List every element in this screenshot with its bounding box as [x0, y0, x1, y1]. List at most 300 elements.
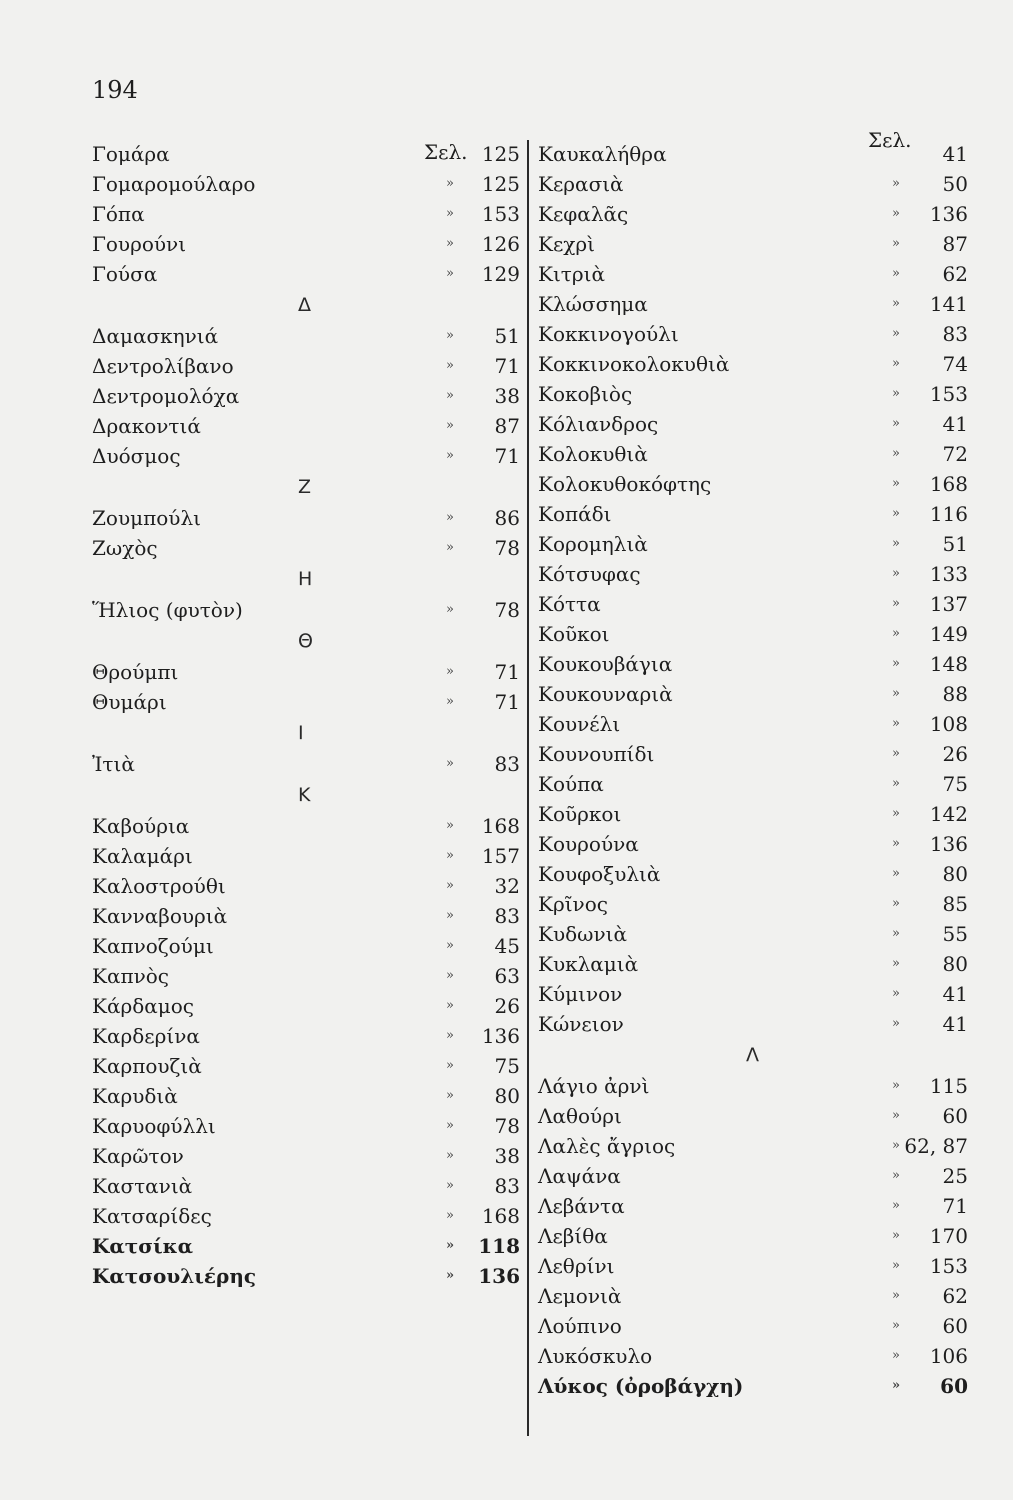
entry-page: 75	[494, 1054, 520, 1078]
entry-name: Κερασιὰ	[538, 172, 624, 196]
index-entry	[92, 352, 520, 380]
index-entry	[538, 1372, 968, 1400]
index-entry	[92, 1082, 520, 1110]
section-letter: Κ	[298, 784, 311, 806]
index-entry	[92, 688, 520, 716]
ditto-mark: »	[892, 686, 900, 701]
entry-name: Γόπα	[92, 202, 145, 226]
ditto-mark: »	[892, 236, 900, 251]
entry-name: Κατσαρίδες	[92, 1204, 212, 1228]
entry-name: Γομάρα	[92, 142, 170, 166]
index-entry	[538, 560, 968, 588]
entry-page: 170	[929, 1224, 968, 1248]
ditto-mark: »	[446, 756, 454, 771]
entry-page: 26	[942, 742, 968, 766]
entry-page: 60	[942, 1314, 968, 1338]
ditto-mark: »	[892, 896, 900, 911]
ditto-mark: »	[446, 206, 454, 221]
index-entry	[538, 710, 968, 738]
index-entry	[538, 1102, 968, 1130]
index-entry	[538, 140, 968, 168]
index-entry	[538, 770, 968, 798]
ditto-mark: »	[892, 836, 900, 851]
ditto-mark: »	[892, 206, 900, 221]
section-letter: Θ	[298, 630, 313, 652]
entry-name: Κρῖνος	[538, 892, 608, 916]
entry-name: Θυμάρι	[92, 690, 167, 714]
ditto-mark: »	[892, 1016, 900, 1031]
column-divider	[527, 140, 529, 1436]
entry-name: Λεβάντα	[538, 1194, 625, 1218]
ditto-mark: »	[446, 1208, 454, 1223]
entry-page: 129	[481, 262, 520, 286]
entry-name: Δεντρολίβανο	[92, 354, 234, 378]
ditto-mark: »	[446, 448, 454, 463]
index-entry	[92, 1262, 520, 1290]
entry-page: 60	[940, 1374, 968, 1398]
entry-page: 38	[494, 384, 520, 408]
entry-page: 51	[942, 532, 968, 556]
ditto-mark: »	[446, 878, 454, 893]
index-entry	[92, 1172, 520, 1200]
entry-page: 71	[942, 1194, 968, 1218]
entry-page: 136	[929, 832, 968, 856]
entry-name: Λαψάνα	[538, 1164, 621, 1188]
index-entry	[92, 442, 520, 470]
entry-name: Κοκοβιὸς	[538, 382, 633, 406]
index-entry	[92, 962, 520, 990]
entry-page: 55	[942, 922, 968, 946]
ditto-mark: »	[446, 602, 454, 617]
index-entry	[538, 680, 968, 708]
ditto-mark: »	[446, 694, 454, 709]
entry-page: 83	[494, 752, 520, 776]
entry-name: Λάγιο ἀρνὶ	[538, 1074, 650, 1098]
entry-page: 116	[929, 502, 968, 526]
entry-name: Καρυοφύλλι	[92, 1114, 216, 1138]
ditto-mark: »	[446, 266, 454, 281]
entry-name: Κύμινον	[538, 982, 623, 1006]
index-entry	[538, 950, 968, 978]
entry-name: Καρῶτον	[92, 1144, 184, 1168]
index-entry	[92, 596, 520, 624]
ditto-mark: »	[892, 506, 900, 521]
entry-name: Λεβίθα	[538, 1224, 608, 1248]
ditto-mark: »	[892, 1168, 900, 1183]
entry-page: 78	[494, 536, 520, 560]
entry-name: Κάρδαμος	[92, 994, 194, 1018]
ditto-mark: »	[446, 664, 454, 679]
entry-page: 60	[942, 1104, 968, 1128]
entry-page: 71	[494, 354, 520, 378]
entry-name: Κανναβουριὰ	[92, 904, 228, 928]
ditto-mark: »	[446, 1088, 454, 1103]
index-entry	[538, 500, 968, 528]
ditto-mark: »	[892, 1138, 900, 1153]
ditto-mark: »	[446, 388, 454, 403]
index-entry	[92, 872, 520, 900]
index-entry	[92, 902, 520, 930]
entry-page: 63	[494, 964, 520, 988]
entry-name: Καλαμάρι	[92, 844, 193, 868]
entry-name: Καβούρια	[92, 814, 190, 838]
entry-page: 133	[929, 562, 968, 586]
index-entry	[538, 1222, 968, 1250]
entry-name: Δυόσμος	[92, 444, 181, 468]
index-entry	[92, 750, 520, 778]
entry-page: 115	[929, 1074, 968, 1098]
sel-header: Σελ.	[868, 128, 912, 152]
ditto-mark: »	[892, 1078, 900, 1093]
entry-page: 41	[942, 412, 968, 436]
index-entry	[92, 1022, 520, 1050]
entry-page: 153	[929, 1254, 968, 1278]
ditto-mark: »	[892, 566, 900, 581]
index-entry	[538, 830, 968, 858]
entry-page: 168	[929, 472, 968, 496]
entry-name: Καρδερίνα	[92, 1024, 200, 1048]
index-entry	[538, 260, 968, 288]
entry-name: Λυκόσκυλο	[538, 1344, 653, 1368]
ditto-mark: »	[446, 818, 454, 833]
ditto-mark: »	[892, 806, 900, 821]
entry-name: Κιτριὰ	[538, 262, 605, 286]
entry-name: Κουνουπίδι	[538, 742, 655, 766]
index-entry	[538, 980, 968, 1008]
ditto-mark: »	[892, 626, 900, 641]
entry-page: 168	[481, 814, 520, 838]
entry-name: Λούπινο	[538, 1314, 622, 1338]
ditto-mark: »	[892, 1378, 901, 1393]
ditto-mark: »	[892, 986, 900, 1001]
entry-page: 71	[494, 660, 520, 684]
index-entry	[92, 230, 520, 258]
entry-page: 51	[494, 324, 520, 348]
entry-page: 126	[481, 232, 520, 256]
index-entry	[538, 1162, 968, 1190]
entry-name: Γουρούνι	[92, 232, 187, 256]
entry-page: 149	[929, 622, 968, 646]
index-entry	[538, 410, 968, 438]
ditto-mark: »	[446, 1058, 454, 1073]
ditto-mark: »	[892, 1228, 900, 1243]
entry-name: Κοπάδι	[538, 502, 612, 526]
ditto-mark: »	[892, 926, 900, 941]
entry-page: 72	[942, 442, 968, 466]
index-entry	[538, 320, 968, 348]
entry-page: 62	[942, 262, 968, 286]
ditto-mark: »	[892, 356, 900, 371]
ditto-mark: »	[892, 1348, 900, 1363]
ditto-mark: »	[892, 266, 900, 281]
entry-page: 74	[942, 352, 968, 376]
index-entry	[92, 260, 520, 288]
index-entry	[92, 658, 520, 686]
entry-name: Ζουμπούλι	[92, 506, 201, 530]
index-entry	[92, 200, 520, 228]
entry-name: Κόττα	[538, 592, 601, 616]
ditto-mark: »	[446, 1178, 454, 1193]
entry-name: Κυδωνιὰ	[538, 922, 627, 946]
ditto-mark: »	[446, 998, 454, 1013]
entry-page: 142	[929, 802, 968, 826]
index-entry	[92, 322, 520, 350]
index-entry	[92, 1232, 520, 1260]
entry-name: Κόλιανδρος	[538, 412, 659, 436]
entry-name: Καπνοζούμι	[92, 934, 214, 958]
entry-page: 87	[942, 232, 968, 256]
index-entry	[538, 920, 968, 948]
entry-page: 136	[929, 202, 968, 226]
entry-page: 62, 87	[904, 1134, 968, 1158]
ditto-mark: »	[892, 866, 900, 881]
index-entry	[538, 1072, 968, 1100]
entry-page: 80	[494, 1084, 520, 1108]
index-entry	[538, 200, 968, 228]
entry-page: 83	[494, 1174, 520, 1198]
section-letter: Λ	[746, 1044, 759, 1066]
ditto-mark: »	[892, 326, 900, 341]
page-number: 194	[92, 76, 138, 104]
index-entry	[538, 290, 968, 318]
entry-name: Κολοκυθοκόφτης	[538, 472, 712, 496]
ditto-mark: »	[446, 908, 454, 923]
ditto-mark: »	[446, 176, 454, 191]
index-entry	[92, 382, 520, 410]
index-entry	[538, 1312, 968, 1340]
entry-name: Κεχρὶ	[538, 232, 596, 256]
index-entry	[538, 890, 968, 918]
entry-name: Κουκουβάγια	[538, 652, 673, 676]
ditto-mark: »	[446, 236, 454, 251]
entry-name: Κορομηλιὰ	[538, 532, 648, 556]
entry-name: Καρυδιὰ	[92, 1084, 178, 1108]
ditto-mark: »	[892, 1318, 900, 1333]
index-entry	[92, 992, 520, 1020]
entry-page: 41	[942, 142, 968, 166]
entry-name: Λαλὲς ἄγριος	[538, 1134, 676, 1158]
index-entry	[92, 1142, 520, 1170]
index-entry	[538, 1252, 968, 1280]
entry-page: 80	[942, 952, 968, 976]
entry-page: 136	[478, 1264, 520, 1288]
entry-page: 125	[481, 142, 520, 166]
entry-name: Καπνὸς	[92, 964, 169, 988]
entry-page: 106	[929, 1344, 968, 1368]
entry-page: 50	[942, 172, 968, 196]
ditto-mark: »	[446, 848, 454, 863]
ditto-mark: »	[892, 1108, 900, 1123]
index-entry	[92, 412, 520, 440]
ditto-mark: »	[892, 746, 900, 761]
index-entry	[538, 1282, 968, 1310]
entry-page: 168	[481, 1204, 520, 1228]
sel-header: Σελ.	[424, 140, 468, 164]
entry-name: Κουφοξυλιὰ	[538, 862, 661, 886]
entry-page: 78	[494, 1114, 520, 1138]
index-entry	[538, 1192, 968, 1220]
entry-name: Κότσυφας	[538, 562, 641, 586]
entry-name: Κλώσσημα	[538, 292, 648, 316]
ditto-mark: »	[892, 446, 900, 461]
index-entry	[538, 590, 968, 618]
ditto-mark: »	[446, 1118, 454, 1133]
entry-page: 45	[494, 934, 520, 958]
index-entry	[538, 350, 968, 378]
entry-name: Κουκουναριὰ	[538, 682, 673, 706]
ditto-mark: »	[892, 1198, 900, 1213]
ditto-mark: »	[892, 776, 900, 791]
index-entry	[92, 812, 520, 840]
index-entry	[92, 504, 520, 532]
index-entry	[538, 530, 968, 558]
entry-page: 148	[929, 652, 968, 676]
entry-page: 78	[494, 598, 520, 622]
ditto-mark: »	[892, 1288, 900, 1303]
entry-page: 80	[942, 862, 968, 886]
entry-name: Κοῦκοι	[538, 622, 610, 646]
ditto-mark: »	[446, 938, 454, 953]
entry-name: Κατσουλιέρης	[92, 1264, 257, 1288]
entry-page: 153	[481, 202, 520, 226]
entry-page: 71	[494, 444, 520, 468]
index-entry	[538, 620, 968, 648]
entry-page: 87	[494, 414, 520, 438]
section-letter: Ζ	[298, 476, 312, 498]
ditto-mark: »	[892, 596, 900, 611]
entry-page: 62	[942, 1284, 968, 1308]
entry-page: 83	[942, 322, 968, 346]
entry-name: Κατσίκα	[92, 1234, 194, 1258]
entry-page: 86	[494, 506, 520, 530]
ditto-mark: »	[892, 416, 900, 431]
entry-page: 25	[942, 1164, 968, 1188]
index-entry	[92, 1052, 520, 1080]
entry-name: Ἰτιὰ	[92, 752, 135, 776]
ditto-mark: »	[446, 510, 454, 525]
entry-name: Δρακοντιά	[92, 414, 201, 438]
ditto-mark: »	[892, 176, 900, 191]
index-entry	[92, 140, 520, 168]
index-entry	[538, 170, 968, 198]
index-entry	[538, 1342, 968, 1370]
section-letter: Ι	[298, 722, 304, 744]
entry-name: Γομαρομούλαρο	[92, 172, 256, 196]
entry-page: 41	[942, 1012, 968, 1036]
entry-name: Καστανιὰ	[92, 1174, 193, 1198]
ditto-mark: »	[446, 540, 454, 555]
entry-page: 83	[494, 904, 520, 928]
index-entry	[538, 230, 968, 258]
section-letter: Δ	[298, 294, 311, 316]
ditto-mark: »	[892, 956, 900, 971]
entry-name: Κουρούνα	[538, 832, 639, 856]
ditto-mark: »	[892, 536, 900, 551]
section-letter: Η	[298, 568, 313, 590]
index-entry	[92, 534, 520, 562]
ditto-mark: »	[892, 476, 900, 491]
entry-name: Δαμασκηνιά	[92, 324, 219, 348]
entry-name: Καρπουζιὰ	[92, 1054, 202, 1078]
entry-page: 125	[481, 172, 520, 196]
ditto-mark: »	[892, 1258, 900, 1273]
ditto-mark: »	[446, 418, 454, 433]
entry-page: 157	[481, 844, 520, 868]
entry-page: 85	[942, 892, 968, 916]
index-entry	[92, 842, 520, 870]
entry-name: Κολοκυθιὰ	[538, 442, 648, 466]
ditto-mark: »	[892, 296, 900, 311]
ditto-mark: »	[446, 1028, 454, 1043]
index-entry	[92, 170, 520, 198]
entry-name: Κούπα	[538, 772, 604, 796]
entry-page: 88	[942, 682, 968, 706]
index-entry	[92, 1112, 520, 1140]
entry-page: 141	[929, 292, 968, 316]
ditto-mark: »	[446, 1268, 455, 1283]
index-entry	[538, 380, 968, 408]
index-entry	[538, 470, 968, 498]
ditto-mark: »	[446, 358, 454, 373]
index-entry	[538, 650, 968, 678]
entry-page: 32	[494, 874, 520, 898]
entry-page: 136	[481, 1024, 520, 1048]
entry-name: Κουνέλι	[538, 712, 621, 736]
entry-name: Ζωχὸς	[92, 536, 158, 560]
entry-name: Γούσα	[92, 262, 158, 286]
entry-name: Κοῦρκοι	[538, 802, 622, 826]
index-entry	[538, 800, 968, 828]
ditto-mark: »	[446, 328, 454, 343]
entry-name: Κυκλαμιὰ	[538, 952, 639, 976]
ditto-mark: »	[892, 386, 900, 401]
ditto-mark: »	[892, 716, 900, 731]
index-entry	[538, 440, 968, 468]
index-entry	[538, 740, 968, 768]
index-entry	[538, 860, 968, 888]
entry-name: Λύκος (ὀροβάγχη)	[538, 1374, 744, 1398]
entry-page: 41	[942, 982, 968, 1006]
index-entry	[92, 1202, 520, 1230]
entry-name: Ἥλιος (φυτὸν)	[92, 598, 243, 622]
entry-page: 137	[929, 592, 968, 616]
entry-name: Κοκκινοκολοκυθιὰ	[538, 352, 730, 376]
entry-name: Δεντρομολόχα	[92, 384, 240, 408]
index-entry	[92, 932, 520, 960]
index-entry	[538, 1010, 968, 1038]
entry-name: Λαθούρι	[538, 1104, 622, 1128]
entry-page: 71	[494, 690, 520, 714]
ditto-mark: »	[446, 1148, 454, 1163]
entry-name: Θρούμπι	[92, 660, 179, 684]
entry-page: 118	[478, 1234, 520, 1258]
entry-page: 153	[929, 382, 968, 406]
entry-page: 26	[494, 994, 520, 1018]
ditto-mark: »	[446, 1238, 455, 1253]
entry-name: Καυκαλήθρα	[538, 142, 667, 166]
entry-page: 38	[494, 1144, 520, 1168]
entry-page: 108	[929, 712, 968, 736]
entry-name: Κεφαλᾶς	[538, 202, 629, 226]
ditto-mark: »	[892, 656, 900, 671]
entry-name: Καλοστρούθι	[92, 874, 226, 898]
entry-page: 75	[942, 772, 968, 796]
entry-name: Λεμονιὰ	[538, 1284, 622, 1308]
ditto-mark: »	[446, 968, 454, 983]
index-entry	[538, 1132, 968, 1160]
entry-name: Κοκκινογούλι	[538, 322, 679, 346]
entry-name: Κώνειον	[538, 1012, 624, 1036]
